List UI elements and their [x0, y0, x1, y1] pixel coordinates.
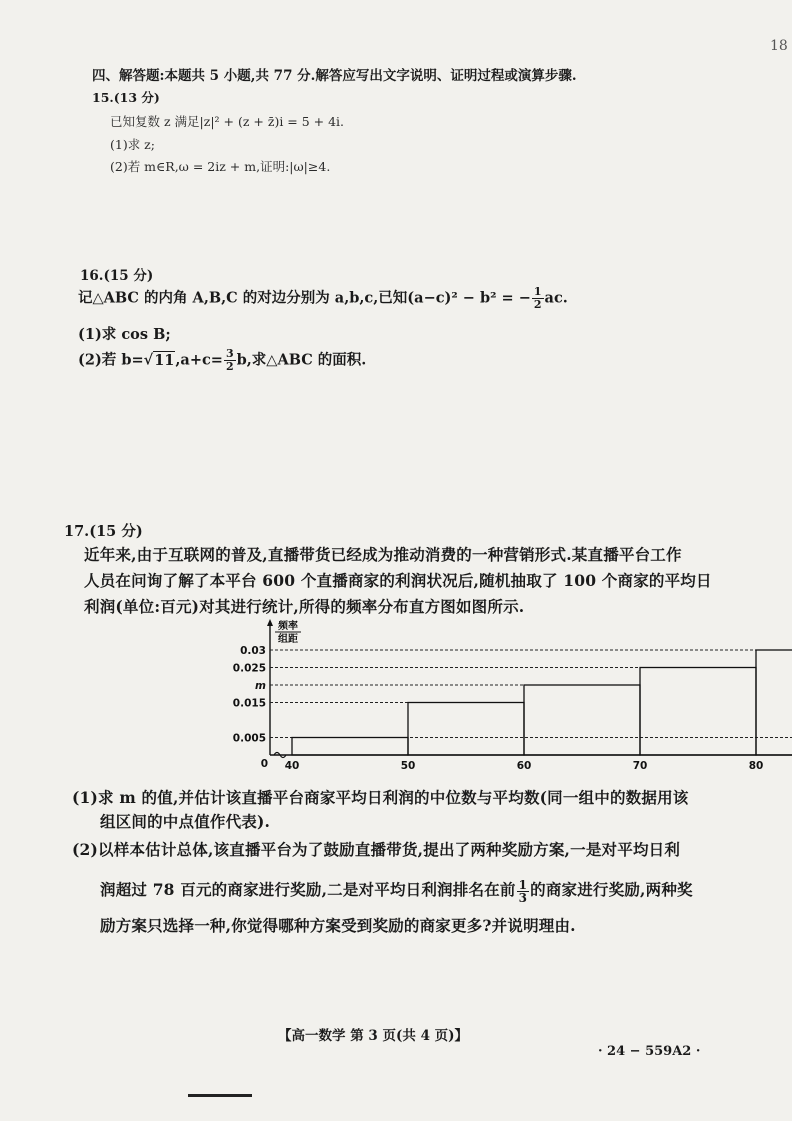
- histogram-bar: [756, 650, 792, 755]
- frac-den: 3: [518, 890, 528, 905]
- q15-line1: 已知复数 z 满足|z|² + (z + z̄)i = 5 + 4i.: [110, 114, 345, 129]
- y-tick-label: 0.03: [240, 645, 266, 657]
- histogram-bar: [524, 685, 640, 755]
- chart-guides: [270, 650, 792, 738]
- y-tick-label: m: [255, 680, 266, 692]
- q16-head: 16.(15 分): [80, 268, 154, 284]
- histogram-chart: [220, 615, 764, 785]
- q17-sub2-line2: [100, 878, 693, 904]
- histogram-bar: [408, 703, 524, 756]
- q16-line1-text: 记△ABC 的内角 A,B,C 的对边分别为 a,b,c,已知(a−c)² − b² = −: [78, 289, 531, 307]
- q17-sub2-line2-a: 润超过 78 百元的商家进行奖励,二是对平均日利润排名在前: [100, 880, 516, 899]
- q17-sub2-line3: 励方案只选择一种,你觉得哪种方案受到奖励的商家更多?并说明理由.: [100, 916, 576, 935]
- q17-para1: 近年来,由于互联网的普及,直播带货已经成为推动消费的一种营销形式.某直播平台工作: [84, 545, 682, 564]
- y-axis-label-num: 频率: [278, 621, 298, 632]
- q15-line3: (2)若 m∈R,ω = 2iz + m,证明:|ω|≥4.: [110, 159, 331, 174]
- q17-fraction-one-third: [517, 879, 530, 904]
- x-tick-label: 50: [400, 760, 416, 772]
- q17-para2: 人员在问询了解了本平台 600 个直播商家的利润状况后,随机抽取了 100 个商家的平均日: [84, 571, 712, 590]
- frac-den: 2: [225, 360, 234, 373]
- q16-line3-b: ,a+c=: [175, 351, 223, 369]
- x-tick-label: 80: [748, 760, 764, 772]
- x-tick-label: 40: [284, 760, 300, 772]
- q17-para3: 利润(单位:百元)对其进行统计,所得的频率分布直方图如图所示.: [84, 597, 525, 616]
- q17-sub2-line1: (2)以样本估计总体,该直播平台为了鼓励直播带货,提出了两种奖励方案,一是对平均日利: [72, 840, 681, 859]
- q16-fraction-three-halves: [224, 348, 236, 373]
- corner-mark: 18: [770, 38, 788, 54]
- histogram-bar: [292, 738, 408, 756]
- q17-sub1-line2: 组区间的中点值作代表).: [100, 812, 271, 831]
- x-tick-label: 60: [516, 760, 532, 772]
- section-title: 四、解答题:本题共 5 小题,共 77 分.解答应写出文字说明、证明过程或演算步骤.: [92, 68, 577, 84]
- frac-num: 1: [533, 285, 542, 298]
- q15-line2: (1)求 z;: [110, 137, 155, 152]
- frac-num: 1: [518, 877, 528, 892]
- q16-line2: (1)求 cos B;: [78, 326, 171, 343]
- y-tick-label: 0.015: [232, 697, 266, 710]
- y-axis-label-den: 组距: [278, 634, 298, 645]
- frac-den: 2: [533, 298, 542, 311]
- x-tick-label: 70: [632, 760, 648, 772]
- q15-head: 15.(13 分): [92, 90, 160, 105]
- chart-labels: [233, 619, 792, 772]
- q17-sub1-line1: (1)求 m 的值,并估计该直播平台商家平均日利润的中位数与平均数(同一组中的数据用该: [72, 788, 689, 807]
- footer-page-info: 【高一数学 第 3 页(共 4 页)】: [278, 1028, 469, 1044]
- q16-line3: (2)若 b=√11,a+c= $\frac{3}{2}$ b,求△ABC 的面积.: [78, 347, 367, 373]
- footer-code: · 24 − 559A2 ·: [598, 1044, 701, 1059]
- q17-head: 17.(15 分): [64, 523, 143, 540]
- histogram-bar: [640, 668, 756, 756]
- q16-fraction-half: [532, 286, 544, 311]
- q16-line1: [78, 286, 568, 311]
- q16-line3-a: (2)若 b=: [78, 351, 144, 369]
- scan-artifact-line: [188, 1094, 252, 1097]
- frac-num: 3: [225, 347, 234, 360]
- q16-line1-tail: ac.: [544, 289, 568, 307]
- y-tick-label: 0.005: [232, 732, 266, 745]
- origin-label: 0: [260, 758, 268, 770]
- q16-line3-c: b,求△ABC 的面积.: [236, 351, 367, 369]
- y-tick-label: 0.025: [232, 662, 266, 675]
- y-axis-arrow: [267, 619, 273, 626]
- q16-sqrt-11: 11: [154, 351, 175, 369]
- q17-sub2-line2-b: 的商家进行奖励,两种奖: [530, 880, 693, 899]
